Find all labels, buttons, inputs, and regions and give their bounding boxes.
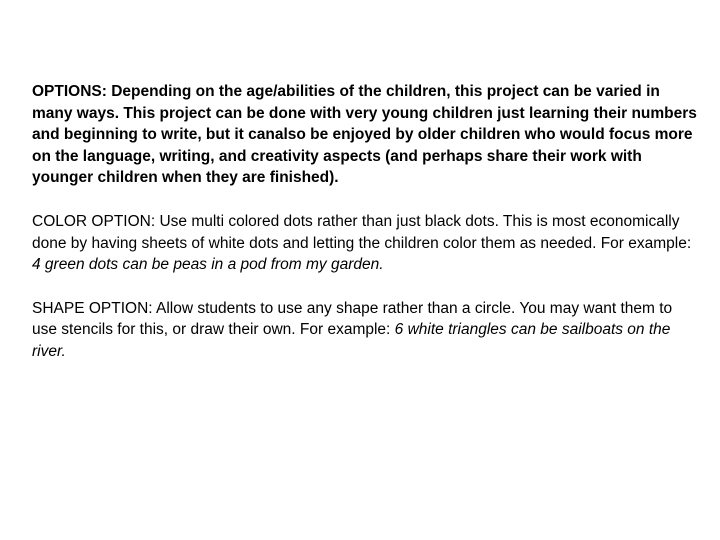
options-paragraph: OPTIONS: Depending on the age/abilities of the children, this project can be varied in many ways. This project can be done with very young children just learning their numbers and beginning to write, but it canalso be enjoyed by older children who would focus more on the language, writing, and creativity aspects (and perhaps share their work with younger children when they are finished). bbox=[32, 83, 697, 187]
shape-option-text: SHAPE OPTION: Allow students to use any shape rather than a circle. You may want them to use stencils for this, or draw their own. For example: bbox=[32, 299, 673, 339]
color-option-text: COLOR OPTION: Use multi colored dots rather than just black dots. This is most economically done by having sheets of white dots and letting the children color them as needed. For example: bbox=[32, 212, 692, 252]
shape-option-paragraph bbox=[32, 298, 697, 363]
color-option-example: 4 green dots can be peas in a pod from my garden. bbox=[32, 256, 384, 274]
shape-option-example: 6 white triangles can be sailboats on the river. bbox=[32, 321, 671, 360]
color-option-paragraph bbox=[32, 211, 697, 276]
document-body bbox=[32, 81, 697, 385]
